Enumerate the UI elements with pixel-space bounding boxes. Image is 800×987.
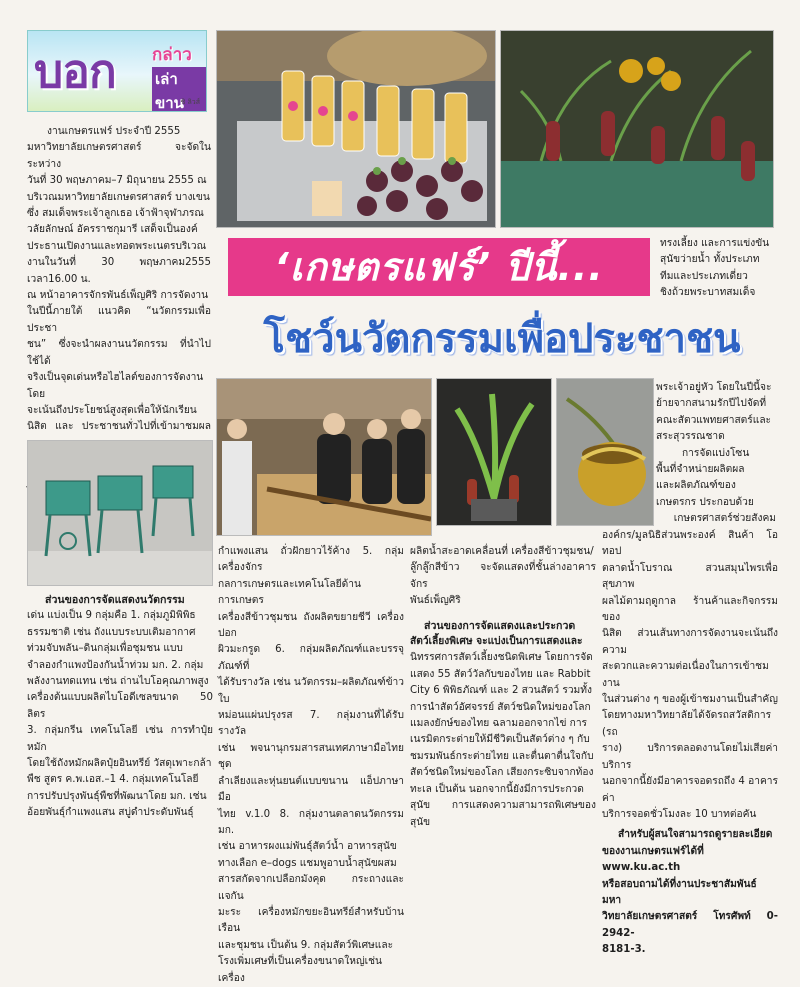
text-line: ได้รับรางวัล เช่น นวัตกรรม–ผลิตภัณฑ์ข้าว ใบ <box>218 677 404 705</box>
photo-bottles-fruit <box>216 30 496 228</box>
text-line: อ้อยพันธุ์กำแพงแสน สบู่ดำประดับพันธุ์ <box>27 807 194 819</box>
text-line: เกษตรกร ประกอบด้วย <box>656 496 754 508</box>
text-line: กลการเกษตรและเทคโนโลยีด้านการเกษตร <box>218 578 361 607</box>
text-line: โดยทางมหาวิทยาลัยได้จัดรถสวัสดิการ (รถ <box>602 710 772 738</box>
text-line: บริการจอดชั่วโมงละ 10 บาทต่อคัน <box>602 808 757 820</box>
text-line: สุนัข การแสดงความสามารถพิเศษของสุนัข <box>410 800 596 828</box>
machines-illustration <box>28 441 212 585</box>
text-line: นิสิต ส่วนเส้นทางการจัดงานจะเน้นถึงความ <box>602 628 778 656</box>
text-line: ตลาดน้ำโบราณ สวนสมุนไพรเพื่อสุขภาพ <box>602 562 778 591</box>
right-top-text <box>660 236 775 302</box>
text-line: เครื่องสีข้าวชุมชน ถังผลิตขยายชีวี เครื่องปอก <box>218 611 404 640</box>
text-line: เกษตรศาสตร์ช่วยสังคม <box>673 513 776 525</box>
text-line: วิทยาลัยเกษตรศาสตร์ โทรศัพท์ 0-2942- <box>602 911 778 939</box>
text-line: แมลงยักษ์ของไทย ฉลามออกจากไข่ การ <box>410 718 588 730</box>
text-line: City 6 พิพิธภัณฑ์ และ 2 สวนสัตว์ รวมทั้ง <box>410 685 592 697</box>
text-line: ผิวมะกรูด 6. กลุ่มผลิตภัณฑ์และบรรจุภัณฑ์ที่ <box>218 644 404 672</box>
text-line: พันธ์เพ็ญศิริ <box>410 595 461 607</box>
text-line: กำแพงแสน ถั่วฝักยาวไร้ค้าง 5. กลุ่มเครื่องจักร <box>218 546 404 574</box>
text-line: สัตว์เลี้ยงพิเศษ จะแบ่งเป็นการแสดงและ <box>410 636 583 648</box>
text-line: ย้ายจากสนามรักปีไปจัดที่ <box>656 398 767 410</box>
section-heading: ส่วนของการจัดแสดงและประกวด <box>424 619 576 632</box>
text-line: มหาวิทยาลัยเกษตรศาสตร์ จะจัดในระหว่าง <box>27 142 211 170</box>
text-line: จะเน้นถึงประโยชน์สูงสุดเพื่อให้นักเรียน <box>27 404 197 416</box>
text-line: ธรรมชาติ เช่น ถังแบบระบบเติมอากาศ <box>27 626 196 638</box>
text-line: พืช สูตร ค.พ.เอส.–1 4. กลุ่มเทคโนโลยี <box>27 774 199 786</box>
text-line: การนำสัตว์อัศจรรย์ สัตว์ชนิดใหม่ของโลก <box>410 701 591 713</box>
pitcher-plant-pot-illustration <box>437 379 551 525</box>
photo-visitors-display <box>216 378 432 536</box>
text-line: หรือสอบถามได้ที่งานประชาสัมพันธ์ มหา <box>602 878 757 906</box>
text-line: เนรมิตกระต่ายให้มีชีวิตเป็นสัตว์ต่าง ๆ กับ <box>410 734 590 746</box>
photo-pitcher-plant-pot <box>436 378 552 526</box>
text-line: แสดง 55 สัตว์วัลกับของไทย และ Rabbit <box>410 668 591 680</box>
text-line: พลังงานทดแทน เช่น ถ่านไบโอคุณภาพสูง <box>27 676 209 688</box>
text-line: ทรงเลี้ยง และการแข่งขัน <box>660 238 770 249</box>
text-line: ราง) บริการตลอดงานโดยไม่เสียค่าบริการ <box>602 743 778 771</box>
right-mid-text <box>656 380 776 528</box>
text-line: สารสกัดจากเปลือกมังคุด กระถางและแจกัน <box>218 874 404 902</box>
logo-word-small-2: เล่าขาน <box>152 67 206 112</box>
text-line: ไทย v.1.0 8. กลุ่มงานตลาดนวัตกรรม มก. <box>218 808 404 836</box>
photo-machines <box>27 440 213 586</box>
text-line: เครื่องต้นแบบผลิตไบโอดีเซลขนาด 50 ลิตร <box>27 692 213 720</box>
large-pitcher-illustration <box>557 379 653 525</box>
text-line: มะระ เครื่องหมักขยะอินทรีย์สำหรับบ้านเรือน <box>218 906 404 935</box>
text-line: การปรับปรุงพันธุ์พืชที่พัฒนาโดย มก. เช่น <box>27 790 207 802</box>
text-line: จำลองกำแพงป้องกันน้ำท่วม มก. 2. กลุ่ม <box>27 659 204 671</box>
text-line: ทางเลือก e–dogs แชมพูอาบน้ำสุนัขผสม <box>218 857 397 869</box>
text-line: บริเวณมหาวิทยาลัยเกษตรศาสตร์ บางเขน <box>27 191 210 203</box>
text-line: โรงเพิ่มเศษที่เป็นเครื่องขนาดใหญ่เช่น เครื่อง <box>218 956 382 984</box>
col4-text <box>602 528 778 959</box>
text-line: ชน” ซึ่งจะนำผลงานนวัตกรรม ที่นำไปใช้ได้ <box>27 339 211 367</box>
text-line: ทีมและประเภทเดี่ยว <box>660 270 748 282</box>
text-line: ผลิตน้ำสะอาดเคลื่อนที่ เครื่องสีข้าวชุมชน/ <box>410 546 594 557</box>
logo-credit: ชิ ลิวส์ <box>180 98 200 106</box>
text-line: ในส่วนต่าง ๆ ของผู้เข้าชมงานเป็นสำคัญ <box>602 694 778 706</box>
text-line: ผลไม้ตามฤดูกาล ร้านค้าและกิจกรรมของ <box>602 595 778 624</box>
text-line: 3. กลุ่มกรีน เทคโนโลยี เช่น การทำปุ๋ยหมัก <box>27 725 213 753</box>
text-line: ซึ่ง สมเด็จพระเจ้าลูกเธอ เจ้าฟ้าจุฬาภรณ <box>27 208 204 220</box>
text-line: พระเจ้าอยู่หัว โดยในปีนี้จะ <box>656 382 772 393</box>
logo-word-big: บอก <box>34 44 116 98</box>
text-line: หม่อนแผ่นปรุงรส 7. กลุ่มงานที่ได้รับรางวัล <box>218 710 404 738</box>
text-line: สัตว์ชนิดใหม่ของโลก เสียงกระซิบจากท้อง <box>410 767 594 779</box>
text-line: เด่น แบ่งเป็น 9 กลุ่มคือ 1. กลุ่มภูมิพิพิธ <box>27 610 196 622</box>
text-line: ณ หน้าอาคารจักรพันธ์เพ็ญศิริ การจัดงาน <box>27 290 209 302</box>
text-line: ของงานเกษตรแฟร์ได้ที่ www.ku.ac.th <box>602 845 704 874</box>
text-line: ลู๊กลู๊กสีข้าว จะจัดแสดงที่ชั้นล่างอาคารจักร <box>410 562 596 590</box>
text-line: ชิงถ้วยพระบาทสมเด็จ <box>660 287 756 299</box>
text-line: วลัยลักษณ์ อัครราชกุมารี เสด็จเป็นองค์ <box>27 224 198 236</box>
text-line: จริงเป็นจุดเด่นหรือไฮไลต์ของการจัดงาน โดย <box>27 372 204 400</box>
text-line: เช่น พจนานุกรมสารสนเทศภาษามือไทย ชุด <box>218 742 404 771</box>
text-line: ทะเล เป็นต้น นอกจากนี้ยังมีการประกวด <box>410 783 584 795</box>
text-line: นอกจากนี้ยังมีอาคารจอดรถถึง 4 อาคารค่า <box>602 776 778 804</box>
text-line: ในปีนี้ภายใต้ แนวคิด “นวัตกรรมเพื่อประชา <box>27 306 211 334</box>
text-line: และผลิตภัณฑ์ของ <box>656 480 736 492</box>
section-heading: ส่วนของการจัดแสดงนวัตกรรม <box>45 594 185 606</box>
text-line: และชุมชน เป็นต้น 9. กลุ่มสัตว์พิเศษและ <box>218 939 394 951</box>
col2-text <box>218 544 404 987</box>
headline-line-2: โชว์นวัตกรรมเพื่อประชาชน <box>263 316 741 362</box>
text-line: นิทรรศการสัตว์เลี้ยงชนิดพิเศษ โดยการจัด <box>410 652 593 664</box>
text-line: พื้นที่จำหน่ายผลิตผล <box>656 464 745 476</box>
col1-bottom-text <box>27 592 213 822</box>
bottles-fruit-illustration <box>217 31 495 227</box>
text-line: การจัดแบ่งโซน <box>682 447 750 459</box>
text-line: ชมรมพันธ์กระต่ายไทย และตื่นตาตื่นใจกับ <box>410 750 594 762</box>
text-line: โดยใช้ถังหมักผลิตปุ๋ยอินทรีย์ วัสดุเพาะกล้า <box>27 758 212 770</box>
text-line: เช่น อาหารผงแม่พันธุ์สัตว์น้ำ อาหารสุนัข <box>218 841 397 853</box>
photo-pitcher-plants-display <box>500 30 774 228</box>
text-line: สระสุวรรณชาด <box>656 431 725 443</box>
visitors-illustration <box>217 379 431 535</box>
col3-text <box>410 544 596 831</box>
text-line: 8181-3. <box>602 944 646 956</box>
text-line: คณะสัตวแพทยศาสตร์และ <box>656 414 772 426</box>
text-line: ลำเลียงและหุ่นยนต์แบบขนาน แอ็ปภาษามือ <box>218 775 404 804</box>
text-line: องค์กร/มูลนิธิส่วนพระองค์ สินค้า โอทอป <box>602 530 778 558</box>
pitcher-plants-illustration <box>501 31 773 227</box>
text-line: สำหรับผู้สนใจสามารถดูรายละเอียด <box>618 829 773 841</box>
photo-large-pitcher <box>556 378 654 526</box>
logo-word-small-1: กล่าว <box>152 45 192 65</box>
column-logo <box>27 30 207 112</box>
text-line: ประธานเปิดงานและทอดพระเนตรบริเวณ <box>27 240 207 252</box>
text-line: ท่วมจับพลัน–ดินกลุ่มเพื่อชุมชน แบบ <box>27 643 183 655</box>
text-line: งานในวันที่ 30 พฤษภาคม2555 เวลา16.00 น. <box>27 257 211 285</box>
text-line: งานเกษตรแฟร์ ประจำปี 2555 <box>47 126 181 137</box>
headline-line-1: ‘เกษตรแฟร์’ ปีนี้... <box>228 238 650 296</box>
text-line: วันที่ 30 พฤษภาคม–7 มิถุนายน 2555 ณ <box>27 175 207 187</box>
text-line: สะดวกและความต่อเนื่องในการเข้าชมงาน <box>602 661 769 689</box>
text-line: สุนัขว่ายน้ำ ทั้งประเภท <box>660 254 760 266</box>
text-line: นิสิต และ ประชาชนทั่วไปที่เข้ามาชมผล <box>27 421 211 433</box>
